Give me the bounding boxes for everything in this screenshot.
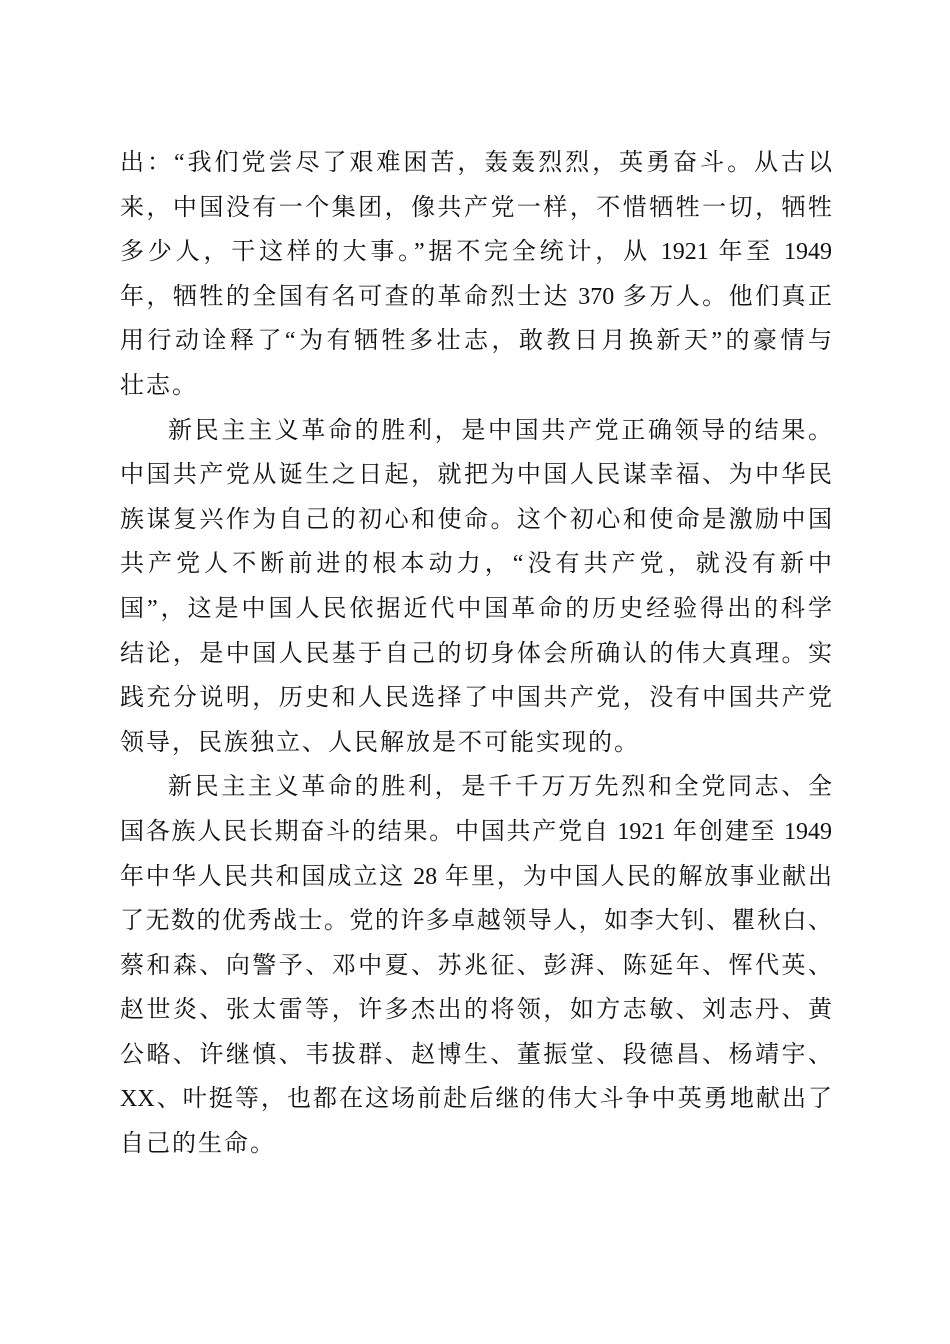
- text-line: 多少人，干这样的大事。”据不完全统计，从 1921 年至 1949: [120, 239, 832, 266]
- text-line: 新民主主义革命的胜利，是千千万万先烈和全党同志、全: [168, 774, 832, 801]
- text-line: 赵世炎、张太雷等，许多杰出的将领，如方志敏、刘志丹、黄: [120, 997, 832, 1024]
- text-line: 结论，是中国人民基于自己的切身体会所确认的伟大真理。实: [120, 640, 832, 667]
- text-line: 蔡和森、向警予、邓中夏、苏兆征、彭湃、陈延年、恽代英、: [120, 952, 832, 979]
- text-line: 来，中国没有一个集团，像共产党一样，不惜牺牲一切，牺牲: [120, 194, 832, 221]
- text-line: 族谋复兴作为自己的初心和使命。这个初心和使命是激励中国: [120, 506, 832, 533]
- paragraph-3: [120, 765, 832, 1166]
- text-line: XX、叶挺等，也都在这场前赴后继的伟大斗争中英勇地献出了: [120, 1086, 832, 1113]
- text-line: 出：“我们党尝尽了艰难困苦，轰轰烈烈，英勇奋斗。从古以: [120, 150, 832, 176]
- text-line: 共产党人不断前进的根本动力，“没有共产党，就没有新中: [120, 551, 832, 578]
- text-line: 自己的生命。: [120, 1131, 276, 1158]
- text-line: 公略、许继慎、韦拔群、赵博生、董振堂、段德昌、杨靖宇、: [120, 1041, 832, 1068]
- text-line: 年中华人民共和国成立这 28 年里，为中国人民的解放事业献出: [120, 863, 832, 890]
- text-line: 新民主主义革命的胜利，是中国共产党正确领导的结果。: [168, 417, 832, 444]
- text-line: 践充分说明，历史和人民选择了中国共产党，没有中国共产党: [120, 685, 832, 712]
- text-line: 中国共产党从诞生之日起，就把为中国人民谋幸福、为中华民: [120, 462, 832, 489]
- text-line: 壮志。: [120, 372, 198, 399]
- text-line: 年，牺牲的全国有名可查的革命烈士达 370 多万人。他们真正: [120, 283, 832, 310]
- paragraph-2: [120, 409, 832, 766]
- document-body: [120, 141, 832, 1167]
- text-line: 国”，这是中国人民依据近代中国革命的历史经验得出的科学: [120, 595, 832, 622]
- text-line: 用行动诠释了“为有牺牲多壮志，敢教日月换新天”的豪情与: [120, 328, 832, 355]
- text-line: 了无数的优秀战士。党的许多卓越领导人，如李大钊、瞿秋白、: [120, 908, 832, 935]
- paragraph-1: [120, 141, 832, 409]
- text-line: 国各族人民长期奋斗的结果。中国共产党自 1921 年创建至 1949: [120, 818, 832, 845]
- text-line: 领导，民族独立、人民解放是不可能实现的。: [120, 729, 640, 756]
